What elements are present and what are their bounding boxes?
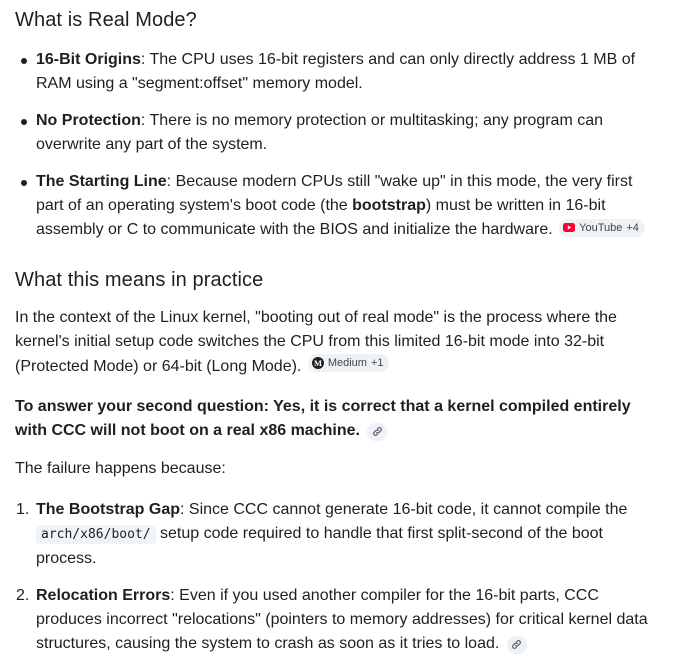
- link-icon: [511, 639, 522, 650]
- bullet-16bit-origins: [0, 48, 682, 96]
- bullet-text: : There is no memory protection or multitasking; any program can overwrite any part of the system.: [36, 112, 604, 153]
- reason-bootstrap-gap: [0, 498, 682, 571]
- svg-text:M: M: [313, 357, 322, 368]
- medium-source-chip[interactable]: [308, 354, 390, 372]
- answer-text: To answer your second question: Yes, it is correct that a kernel compiled entirely with CCC will not boot on a real x86 machine.: [15, 398, 631, 439]
- practice-text: In the context of the Linux kernel, "booting out of real mode" is the process where the kernel's initial setup code switches the CPU from this limited 16-bit mode into 32-bit (Protected Mode) or 64-bit (Long Mode).: [15, 309, 617, 375]
- reason-text: : Since CCC cannot generate 16-bit code, it cannot compile the: [180, 501, 628, 518]
- youtube-source-chip[interactable]: [559, 219, 645, 237]
- reason-title: The Bootstrap Gap: [36, 501, 181, 518]
- reason-title: Relocation Errors: [36, 587, 171, 604]
- reason-text-after: setup code required to handle that first split-second of the boot process.: [36, 525, 603, 567]
- relocation-link-chip[interactable]: [507, 636, 527, 654]
- answer-paragraph: [15, 395, 664, 443]
- bullet-title: No Protection: [36, 112, 141, 129]
- source-chip-extra: +1: [370, 357, 384, 369]
- answer-link-chip[interactable]: [367, 423, 387, 441]
- source-chip-extra: +4: [626, 221, 639, 234]
- source-chip-label: YouTube: [579, 221, 623, 234]
- bullet-text: : The CPU uses 16-bit registers and can only directly address 1 MB of RAM using a "segment:offset" memory model.: [36, 51, 636, 92]
- bullet-text-after: ) must be written in 16-bit assembly or C to communicate with the BIOS and initialize the hardware.: [36, 197, 606, 238]
- youtube-icon: [563, 223, 575, 232]
- reason-relocation-errors: [0, 584, 682, 656]
- real-mode-bullet-list: [0, 48, 682, 242]
- bullet-no-protection: [0, 109, 682, 157]
- medium-icon: [312, 357, 324, 369]
- boot-path-code: arch/x86/boot/: [36, 525, 156, 544]
- failure-reasons-list: [0, 498, 682, 656]
- bullet-title: The Starting Line: [36, 173, 167, 190]
- source-chip-label: Medium: [327, 357, 367, 369]
- bootstrap-term: bootstrap: [352, 197, 426, 214]
- failure-intro: The failure happens because:: [15, 460, 226, 477]
- reason-text: : Even if you used another compiler for the 16-bit parts, CCC produces incorrect "relocations" (pointers to memory addresses) for critical kernel data structures, causing the system to crash as soon as it tries to load.: [36, 587, 648, 652]
- bullet-starting-line: [0, 170, 682, 242]
- heading-real-mode: What is Real Mode?: [15, 9, 197, 31]
- link-icon: [372, 426, 383, 437]
- bullet-text: : Because modern CPUs still "wake up" in this mode, the very first part of an operating system's boot code (the: [36, 173, 633, 214]
- practice-paragraph: [15, 306, 664, 379]
- bullet-title: 16-Bit Origins: [36, 51, 141, 68]
- heading-in-practice: What this means in practice: [15, 269, 264, 291]
- reason-number: 2.: [16, 587, 30, 604]
- reason-number: 1.: [16, 501, 30, 518]
